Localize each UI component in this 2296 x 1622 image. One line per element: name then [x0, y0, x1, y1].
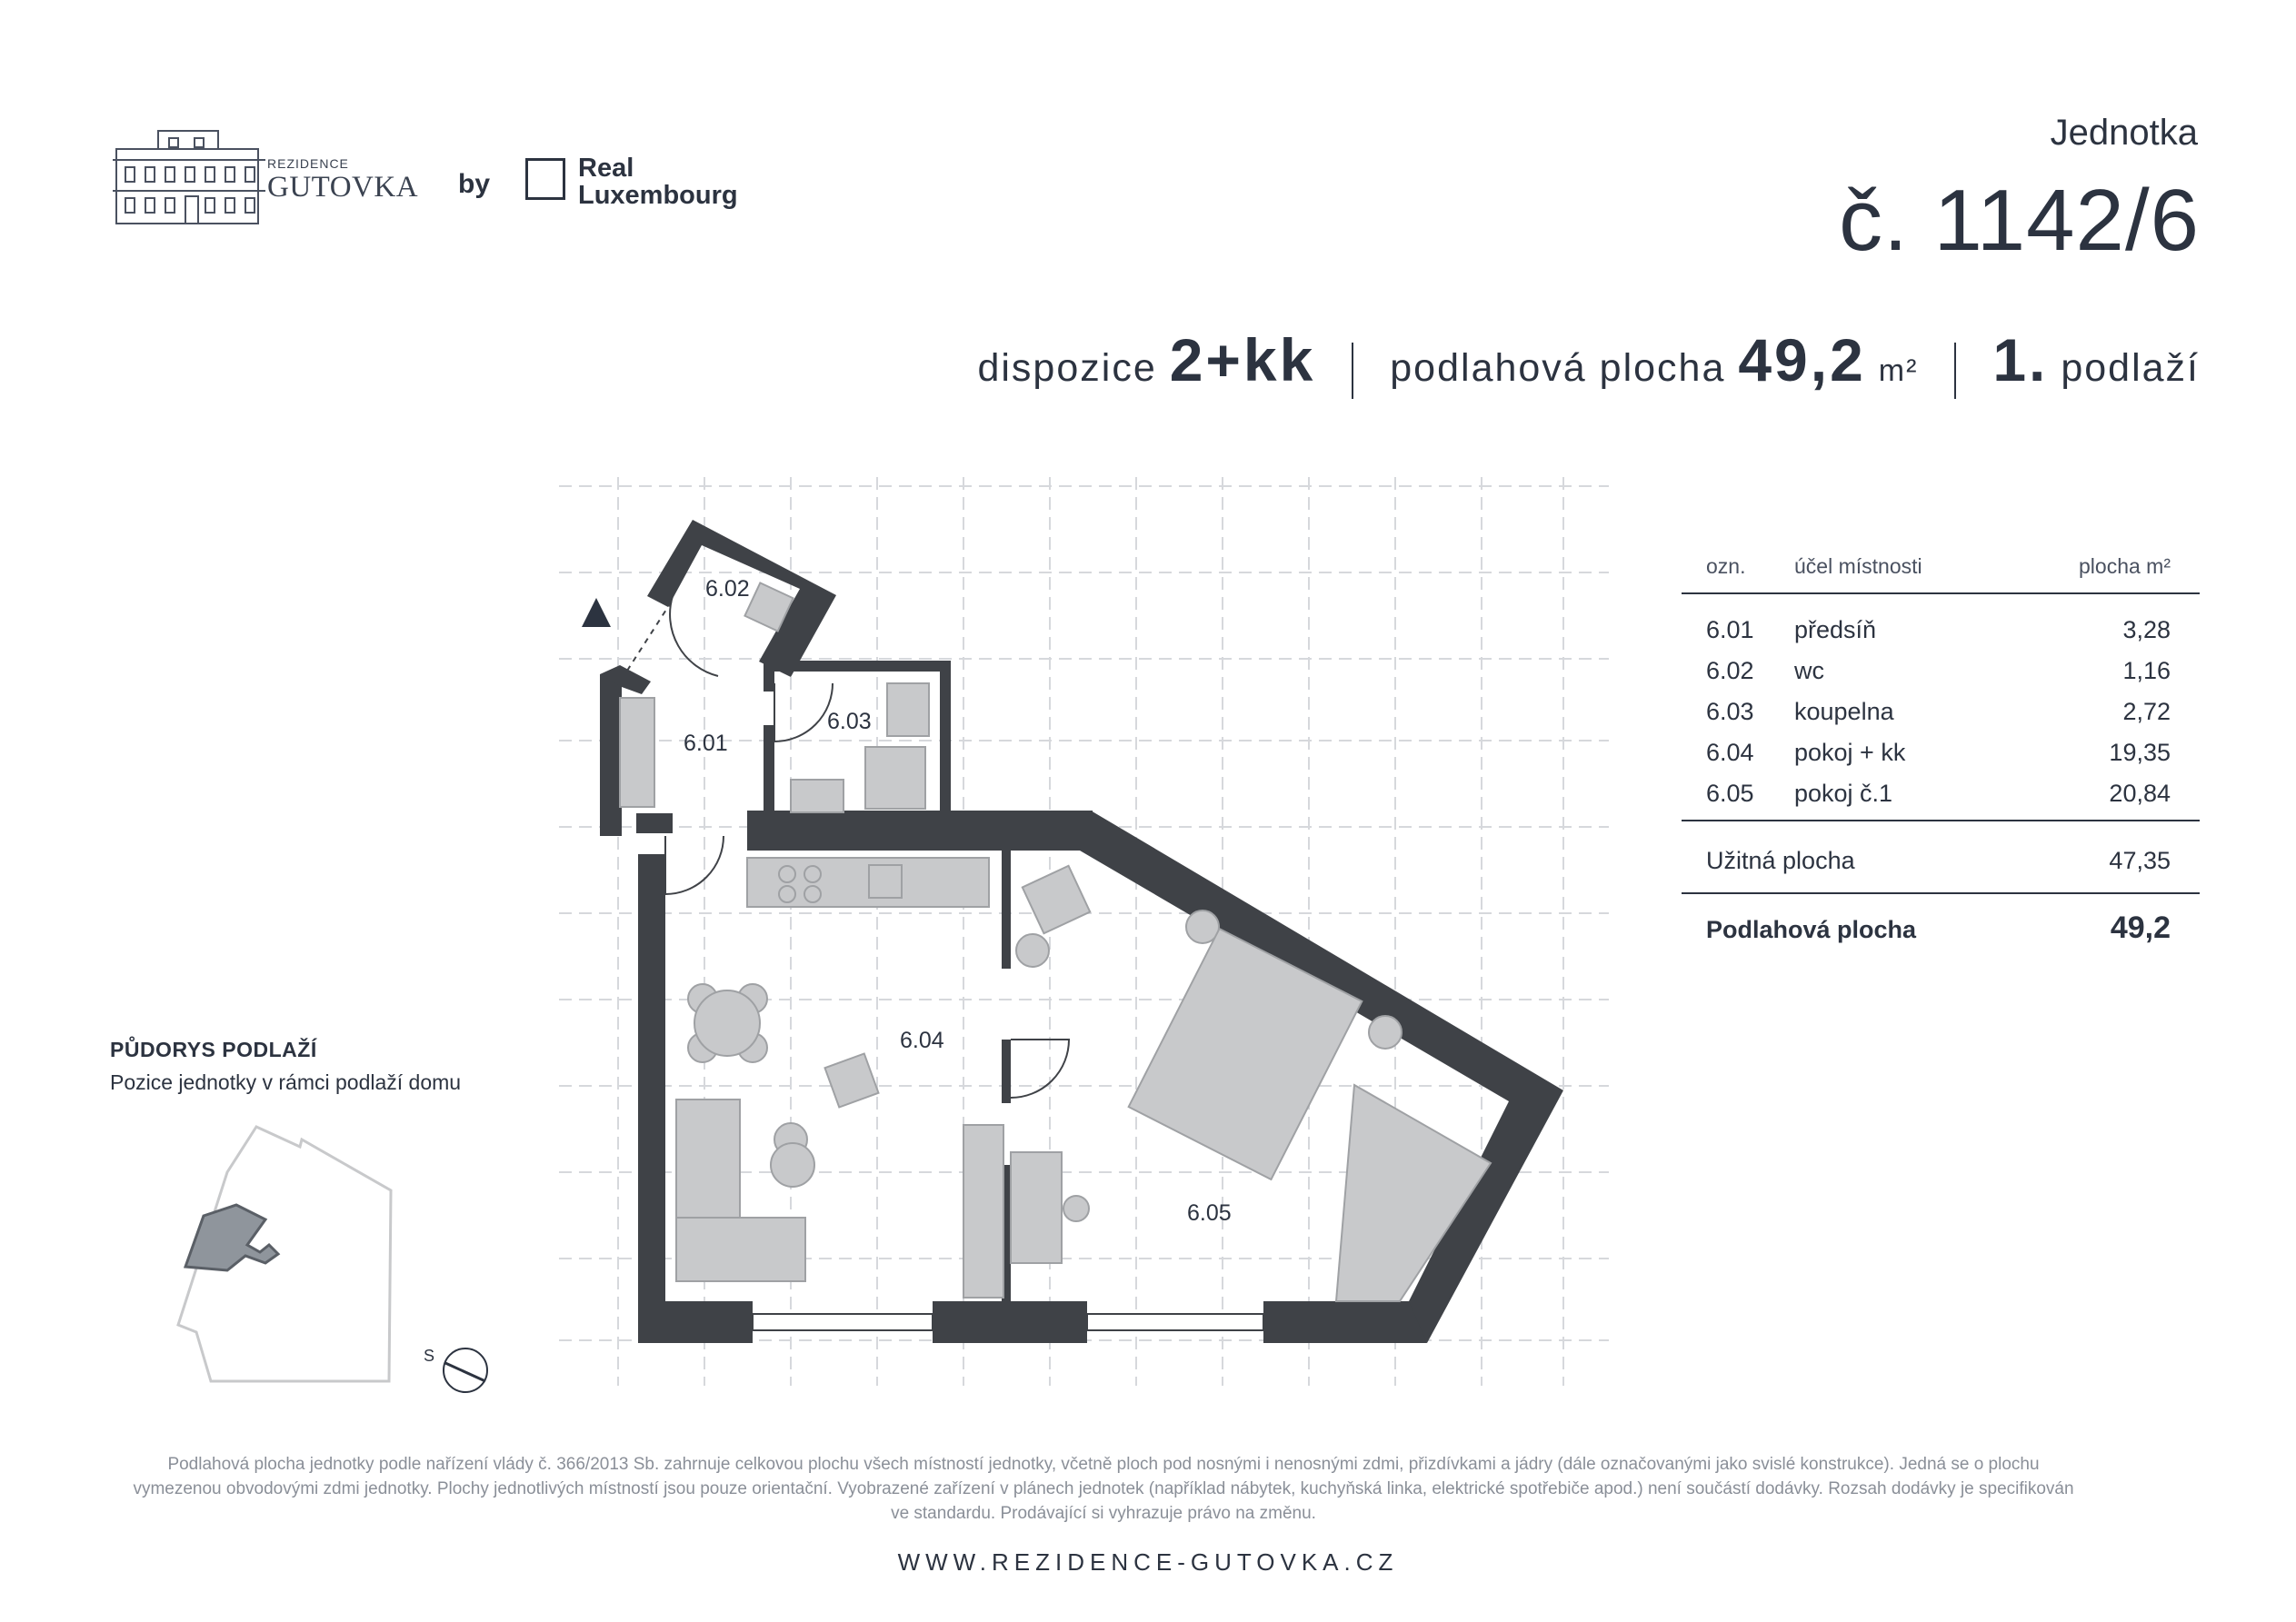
- compass-letter: S: [424, 1347, 435, 1365]
- partner-name-line2: Luxembourg: [578, 181, 738, 210]
- room-purpose: koupelna: [1794, 698, 1894, 725]
- room-area: 20,84: [2109, 780, 2171, 807]
- room-area: 2,72: [2122, 698, 2171, 725]
- room-label-603: 6.03: [827, 709, 872, 734]
- floor-overview-subtitle: Pozice jednotky v rámci podlaží domu: [110, 1070, 462, 1094]
- usable-area-value: 47,35: [2109, 847, 2171, 874]
- brand-name-small: REZIDENCE: [267, 156, 349, 171]
- disposition-label: dispozice: [977, 346, 1157, 390]
- entrance-arrow-icon: [582, 598, 611, 627]
- area-unit: m²: [1878, 353, 1919, 388]
- room-code: 6.02: [1706, 657, 1754, 684]
- floor-value: 1.: [1992, 326, 2049, 393]
- room-area: 19,35: [2109, 739, 2171, 766]
- col-header-area: plocha m²: [2079, 554, 2171, 578]
- room-code: 6.03: [1706, 698, 1754, 725]
- room-label-602: 6.02: [705, 576, 750, 602]
- col-header-purpose: účel místnosti: [1794, 554, 1922, 578]
- room-code: 6.01: [1706, 616, 1754, 643]
- room-purpose: pokoj + kk: [1794, 739, 1906, 766]
- furniture: [620, 582, 1491, 1301]
- compass-icon: [444, 1348, 487, 1392]
- area-value: 49,2: [1738, 326, 1866, 393]
- floor-label: podlaží: [2061, 346, 2200, 390]
- room-label-604: 6.04: [900, 1028, 944, 1053]
- floor-area-label: Podlahová plocha: [1706, 916, 1917, 943]
- room-purpose: pokoj č.1: [1794, 780, 1893, 807]
- room-label-601: 6.01: [684, 731, 728, 756]
- room-code: 6.04: [1706, 739, 1754, 766]
- footnote: Podlahová plocha jednotky podle nařízení vlády č. 366/2013 Sb. zahrnuje celkovou plochu všech místností jednotky, včetně ploch pod nosnými i nenosnými zdmi, přizdívkami a jádry (dále označovanými jako svislé konstrukce). Jedná se o plochu vymezenou obvodovými zdmi jednotky. Plochy jednotlivých místností jsou pouze orientační. Vyobrazené zařízení v plánech jednotek (například nábytek, kuchyňská linka, elektrické spotřebiče apod.) není součástí dodávky. Rozsah dodávky je specifikován ve standardu. Prodávající si vyhrazuje právo na změnu.: [133, 1455, 2074, 1523]
- room-purpose: předsíň: [1794, 616, 1877, 643]
- unit-number: č. 1142/6: [1839, 172, 2200, 269]
- by-label: by: [458, 169, 491, 199]
- usable-area-label: Užitná plocha: [1706, 847, 1855, 874]
- col-header-code: ozn.: [1706, 554, 1746, 578]
- floor-area-value: 49,2: [2110, 911, 2171, 945]
- floor-overview-map: [109, 1118, 518, 1408]
- brand-name: GUTOVKA: [267, 171, 419, 204]
- room-area: 3,28: [2122, 616, 2171, 643]
- website-link[interactable]: WWW.REZIDENCE-GUTOVKA.CZ: [897, 1548, 1399, 1576]
- room-label-605: 6.05: [1187, 1200, 1232, 1226]
- room-code: 6.05: [1706, 780, 1754, 807]
- room-purpose: wc: [1794, 657, 1824, 684]
- unit-highlight: [185, 1205, 278, 1270]
- floor-overview-title: PŮDORYS PODLAŽÍ: [110, 1038, 317, 1061]
- partner-name-line1: Real: [578, 154, 634, 183]
- disposition-value: 2+kk: [1169, 326, 1316, 393]
- room-area: 1,16: [2122, 657, 2171, 684]
- unit-label: Jednotka: [2050, 113, 2198, 153]
- area-label: podlahová plocha: [1390, 346, 1726, 390]
